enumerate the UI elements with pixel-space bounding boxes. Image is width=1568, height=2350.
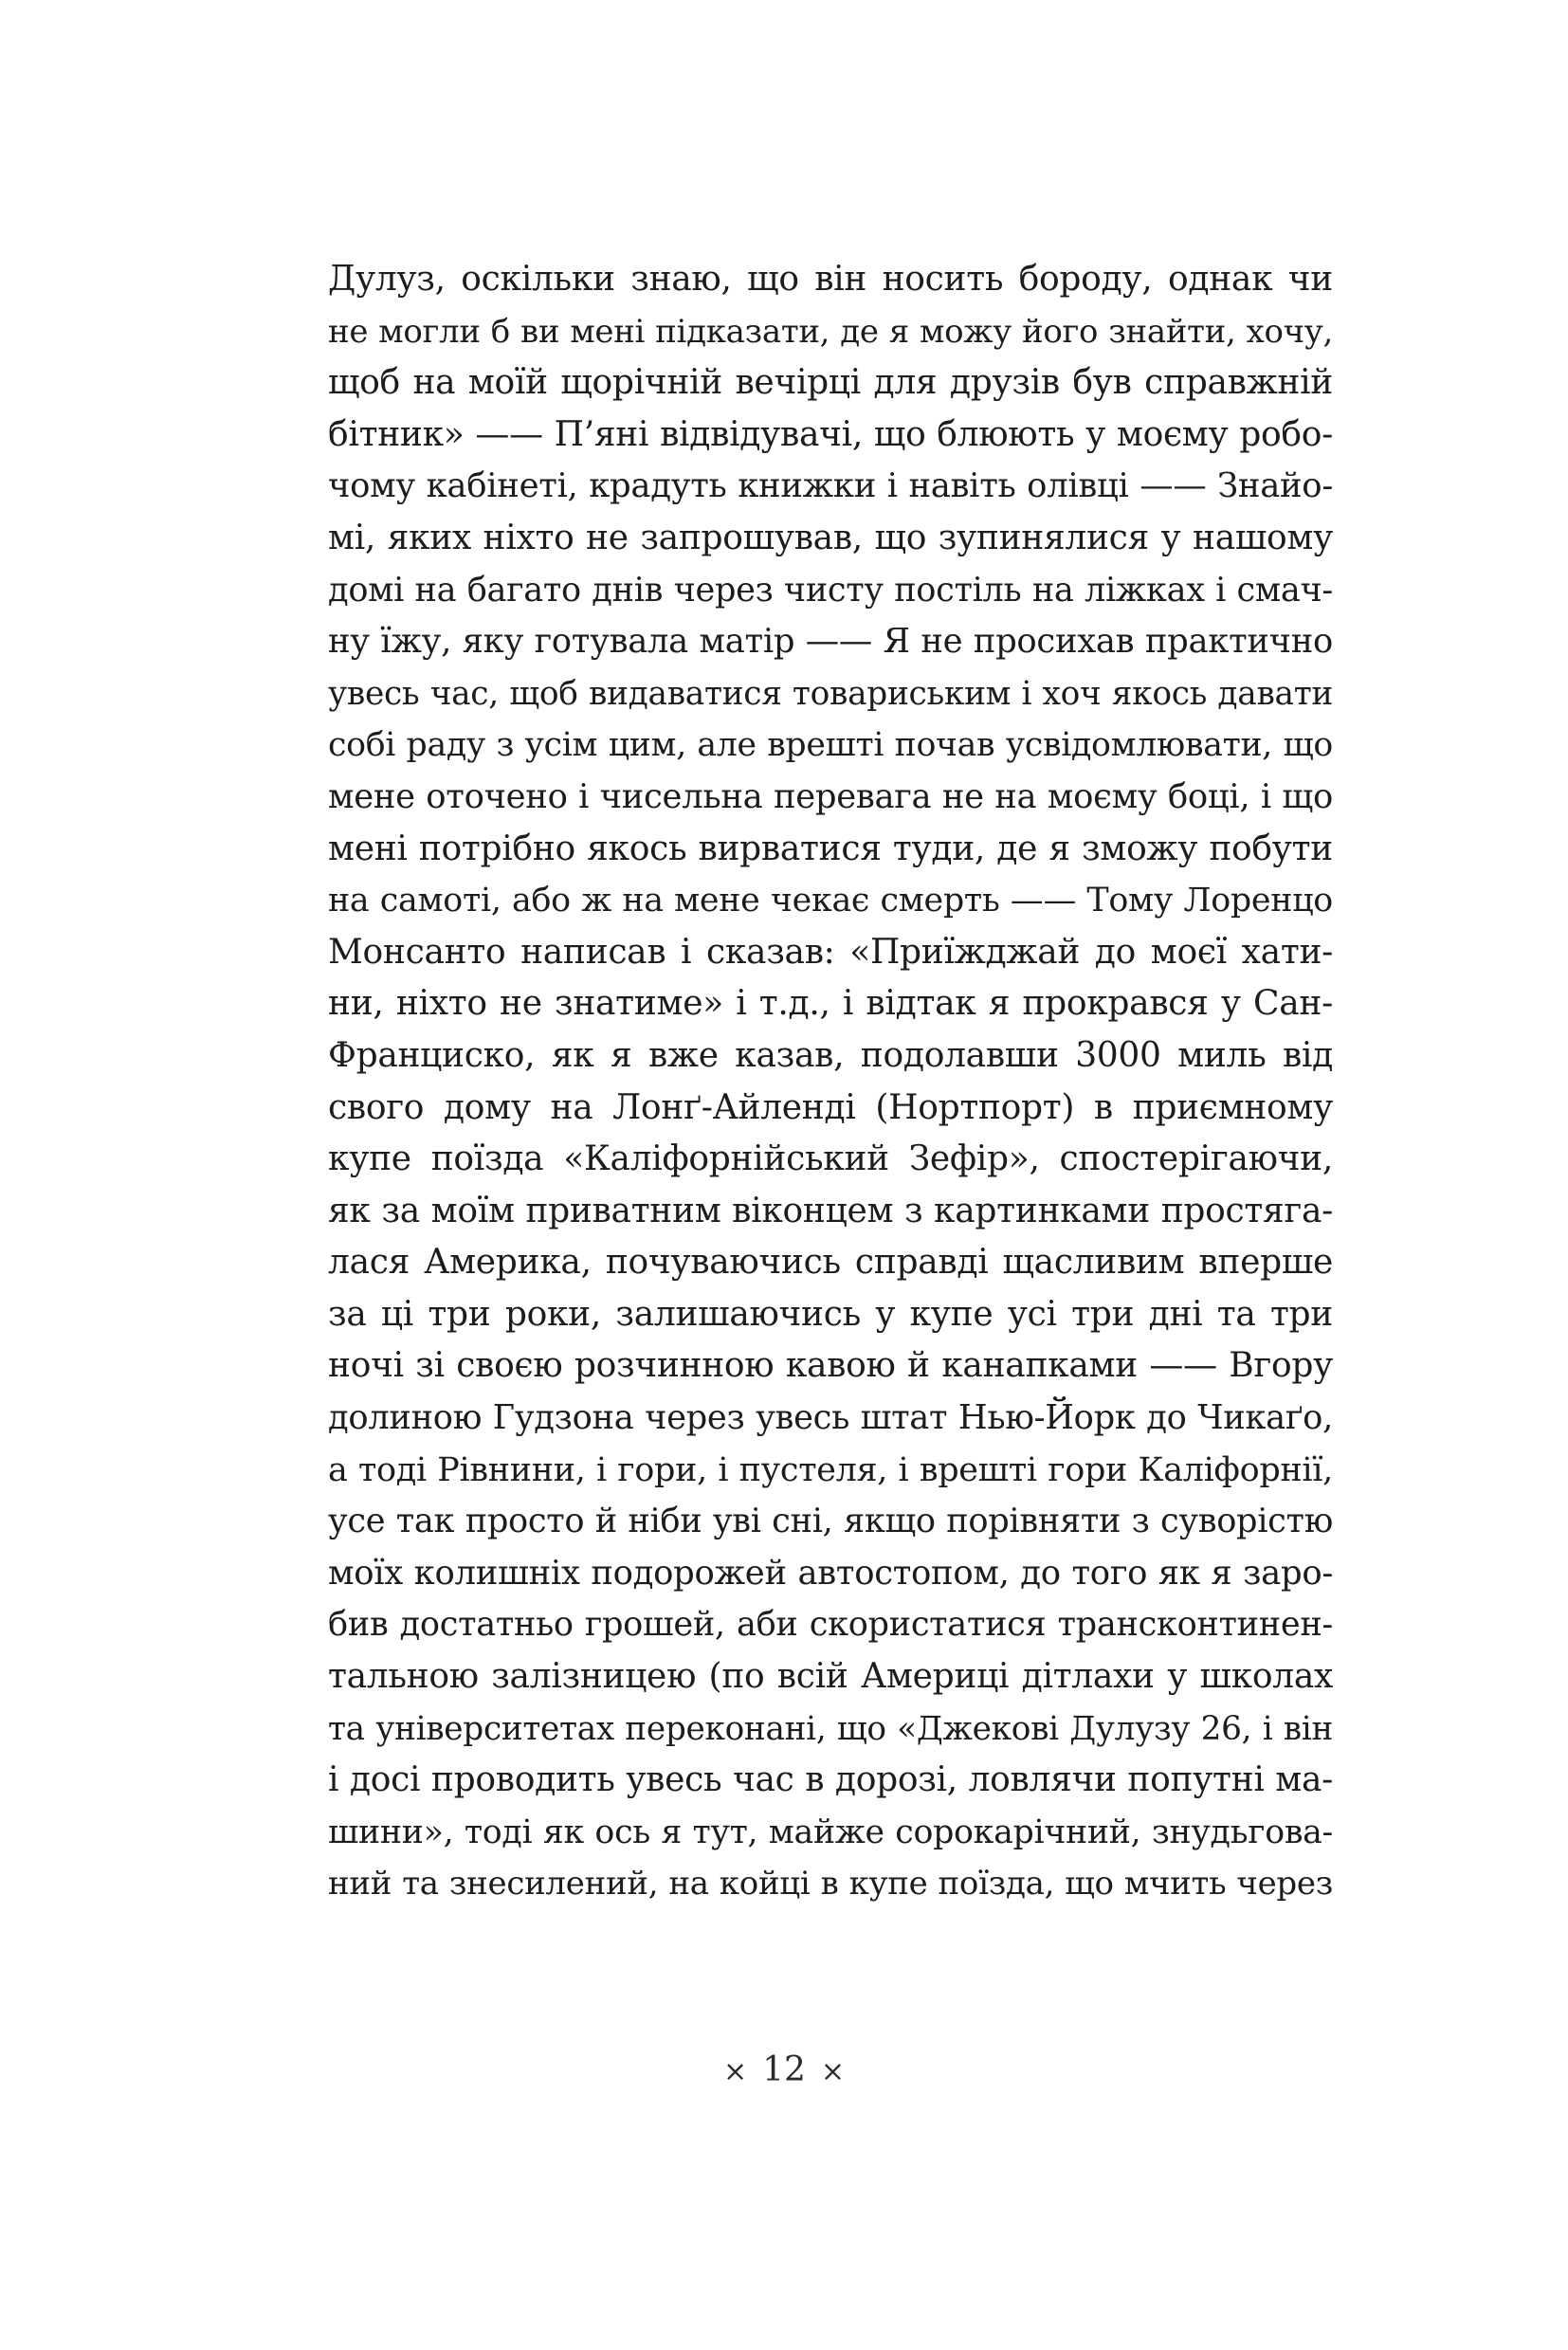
body-text — [328, 254, 1333, 1910]
text-line: мі, яких ніхто не запрошував, що зупинялися у нашому — [328, 518, 1333, 557]
text-line: чому кабінеті, крадуть книжки і навіть олівці —— Знайо- — [328, 466, 1333, 506]
text-line: домі на багато днів через чисту постіль на ліжках і смач- — [328, 570, 1333, 610]
text-line: тальною залізницею (по всій Америці дітлахи у школах — [328, 1657, 1333, 1697]
text-line: долиною Гудзона через увесь штат Нью-Йорк до Чикаґо, — [328, 1398, 1333, 1438]
text-line: усе так просто й ніби уві сні, якщо порівняти з суворістю — [328, 1502, 1333, 1541]
page-number-footer — [0, 2049, 1568, 2093]
text-line: як за моїм приватним віконцем з картинками простяга- — [328, 1191, 1333, 1230]
text-line: та університетах переконані, що «Джекові Дулузу 26, і він — [328, 1709, 1333, 1748]
text-line: увесь час, щоб видаватися товариським і хоч якось давати — [328, 674, 1333, 713]
text-line: шини», тоді як ось я тут, майже сорокарічний, знудьгова- — [328, 1813, 1333, 1851]
text-line: бітник» —— П’яні відвідувачі, що блюють у моєму робо- — [328, 414, 1333, 454]
text-line: лася Америка, почуваючись справді щасливим вперше — [328, 1243, 1333, 1283]
page-number: 12 — [762, 2050, 806, 2089]
text-line: бив достатньо грошей, аби скористатися трансконтинен- — [328, 1605, 1333, 1645]
text-line: мене оточено і чисельна перевага не на моєму боці, і що — [328, 776, 1333, 816]
text-line: на самоті, або ж на мене чекає смерть —— Тому Лоренцо — [328, 882, 1333, 920]
text-line: а тоді Рівнини, і гори, і пустеля, і врешті гори Каліфорнії, — [328, 1450, 1333, 1489]
text-line: ночі зі своєю розчинною кавою й канапками —— Вгору — [328, 1346, 1333, 1386]
text-line: купе поїзда «Каліфорнійський Зефір», спостерігаючи, — [328, 1139, 1333, 1179]
text-line: мені потрібно якось вирватися туди, де я зможу побути — [328, 829, 1333, 868]
text-line: ну їжу, яку готувала матір —— Я не просихав практично — [328, 622, 1333, 662]
text-line: щоб на моїй щорічній вечірці для друзів був справжній — [328, 363, 1333, 403]
text-line: ни, ніхто не знатиме» і т.д., і відтак я прокрався у Сан- — [328, 984, 1333, 1024]
text-line: Монсанто написав і сказав: «Приїжджай до моєї хати- — [328, 932, 1333, 972]
text-line: не могли б ви мені підказати, де я можу його знайти, хочу, — [328, 312, 1333, 351]
folio-left-mark: × — [722, 2055, 748, 2088]
text-line: Дулуз, оскільки знаю, що він носить бороду, однак чи — [328, 260, 1333, 299]
text-line: і досі проводить увесь час в дорозі, ловлячи попутні ма- — [328, 1760, 1333, 1800]
text-line: Франциско, як я вже казав, подолавши 3000 миль від — [328, 1035, 1333, 1075]
text-line: собі раду з усім цим, але врешті почав усвідомлювати, що — [328, 726, 1333, 765]
text-line: свого дому на Лонґ-Айленді (Нортпорт) в приємному — [328, 1087, 1333, 1127]
text-line: моїх колишніх подорожей автостопом, до того як я заро- — [328, 1553, 1333, 1593]
text-line: за ці три роки, залишаючись у купе усі три дні та три — [328, 1294, 1333, 1334]
folio-right-mark: × — [820, 2055, 846, 2088]
text-line: ний та знесилений, на койці в купе поїзда, що мчить через — [328, 1865, 1333, 1904]
